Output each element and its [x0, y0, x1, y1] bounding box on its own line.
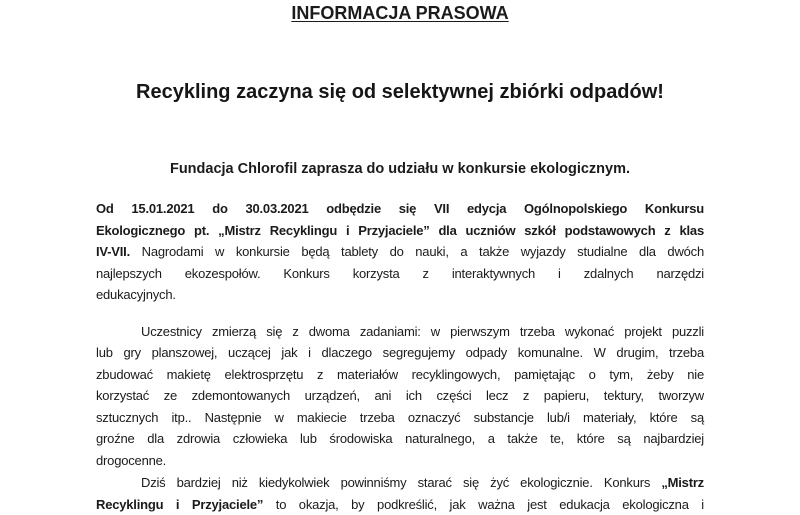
document-subtitle: Fundacja Chlorofil zaprasza do udziału w konkursie ekologicznym. [96, 160, 704, 179]
document-body [96, 198, 704, 515]
text-line [96, 494, 704, 515]
text-line [96, 407, 704, 429]
text-line [96, 284, 704, 306]
text-segment: to okazja, by podkreślić, jak ważna jest edukacja ekologiczna i [263, 497, 704, 512]
text-segment: Dziś bardziej niż kiedykolwiek powinniśmy starać się żyć ekologicznie. Konkurs [141, 475, 661, 490]
bold-text-segment: Ekologicznego pt. „Mistrz Recyklingu i Przyjaciele” dla uczniów szkół podstawowych z klas [96, 223, 704, 238]
text-line [96, 385, 704, 407]
paragraph [96, 198, 704, 306]
text-segment: zbudować makietę elektrosprzętu z materiałów recyklingowych, pamiętając o tym, żeby nie [96, 367, 704, 382]
text-segment: edukacyjnych. [96, 287, 176, 302]
text-line [96, 220, 704, 242]
text-line [96, 342, 704, 364]
text-line [96, 428, 704, 450]
text-segment: groźne dla zdrowia człowieka lub środowiska naturalnego, a także te, które są najbardziej [96, 431, 704, 446]
text-line [96, 364, 704, 386]
text-line [96, 241, 704, 263]
text-segment: drogocenne. [96, 453, 166, 468]
document-kicker: INFORMACJA PRASOWA [96, 2, 704, 24]
bold-text-segment: „Mistrz [661, 475, 704, 490]
bold-text-segment: IV-VII. [96, 244, 130, 259]
text-line [96, 321, 704, 343]
press-release-page [0, 2, 800, 515]
bold-text-segment: Recyklingu i Przyjaciele” [96, 497, 263, 512]
text-segment: lub gry planszowej, uczącej jak i dlaczego segregujemy odpady komunalne. W drugim, trzeba [96, 345, 704, 360]
paragraph [96, 321, 704, 472]
text-line [96, 472, 704, 494]
text-line [96, 450, 704, 472]
text-segment: korzystać ze zdemontowanych urządzeń, ani ich części lecz z papieru, tektury, tworzyw [96, 388, 704, 403]
text-segment: sztucznych itp.. Następnie w makiecie trzeba oznaczyć substancje lub/i materiały, które są [96, 410, 704, 425]
paragraph [96, 472, 704, 515]
page-title: Recykling zaczyna się od selektywnej zbiórki odpadów! [96, 80, 704, 104]
text-segment: Uczestnicy zmierzą się z dwoma zadaniami: w pierwszym trzeba wykonać projekt puzzli [141, 324, 704, 339]
text-segment: najlepszych ekozespołów. Konkurs korzysta z interaktywnych i zdalnych narzędzi [96, 266, 704, 281]
text-segment: Nagrodami w konkursie będą tablety do nauki, a także wyjazdy studialne dla dwóch [130, 244, 704, 259]
text-line [96, 198, 704, 220]
text-line [96, 263, 704, 285]
bold-text-segment: Od 15.01.2021 do 30.03.2021 odbędzie się VII edycja Ogólnopolskiego Konkursu [96, 201, 704, 216]
